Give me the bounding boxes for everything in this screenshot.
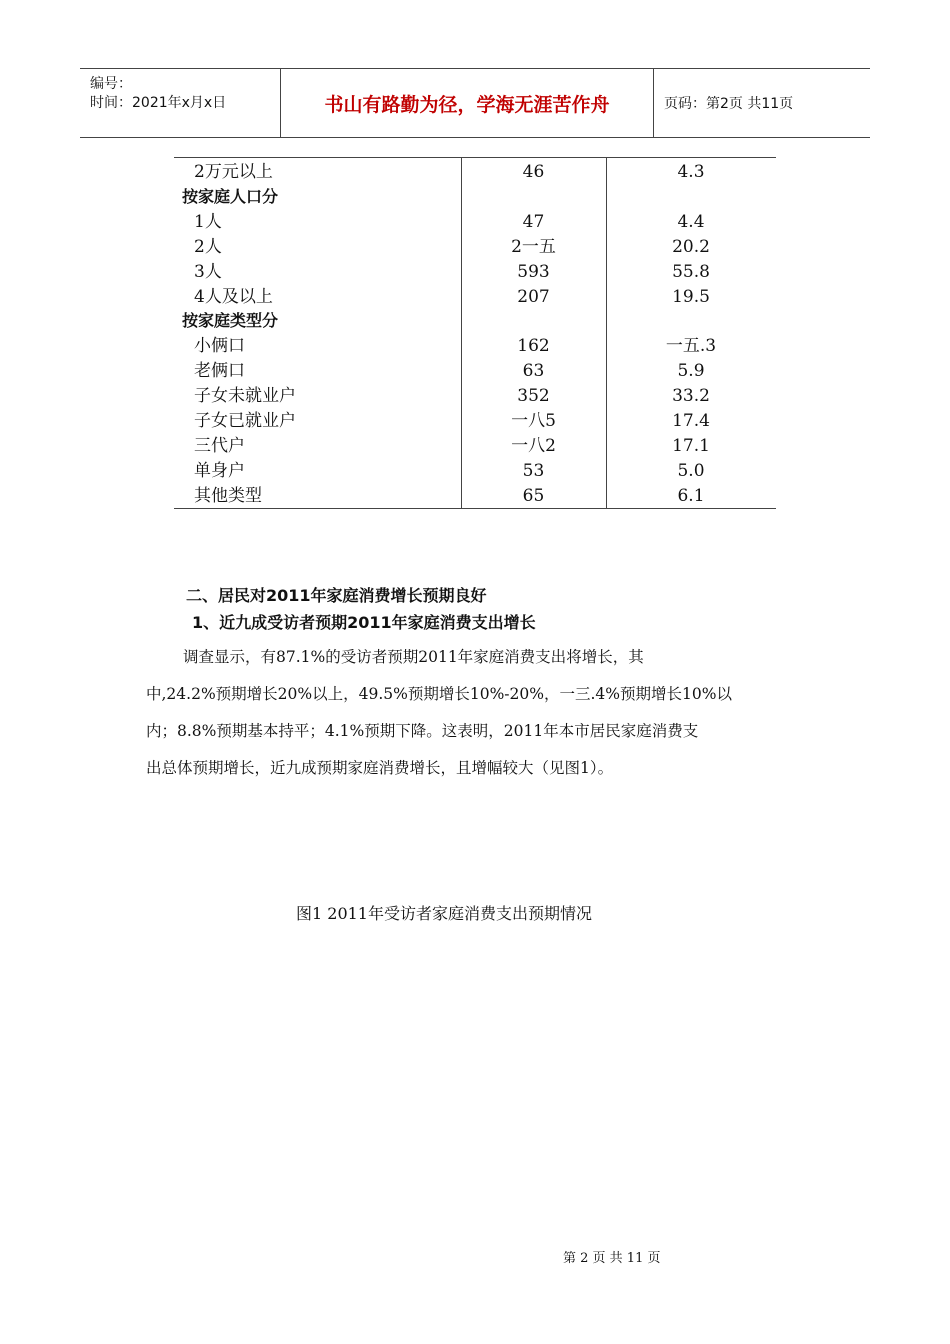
percent-cell: 55.8 [672,261,710,282]
row-label: 按家庭类型分 [182,311,279,331]
row-label: 3人 [194,261,222,282]
date-label: 时间：2021年x月x日 [90,95,227,111]
row-label: 子女已就业户 [194,411,296,431]
number-label: 编号： [90,76,132,92]
page-header [80,68,870,138]
percent-cell: 一五.3 [665,336,717,357]
count-cell: 207 [517,286,550,307]
row-label: 按家庭人口分 [182,186,279,206]
table-group-heading [174,185,776,209]
table-row [174,210,776,234]
paragraph-line: 内；8.8%预期基本持平；4.1%预期下降。这表明，2011年本市居民家庭消费支 [146,722,699,740]
count-cell: 一八2 [511,435,556,456]
row-label: 2人 [194,236,222,257]
page-label: 页码：第2页 共11页 [664,96,794,112]
count-cell: 65 [522,485,545,506]
count-cell: 2一五 [511,236,556,257]
row-label: 三代户 [194,435,245,456]
figure-caption: 图1 2011年受访者家庭消费支出预期情况 [296,904,592,923]
count-cell: 63 [522,361,545,382]
subsection-heading: 1、近九成受访者预期2011年家庭消费支出增长 [192,613,536,632]
percent-cell: 4.4 [677,211,705,232]
table-row [174,235,776,259]
table-row [174,160,776,184]
table-row [174,459,776,483]
count-cell: 47 [522,211,545,232]
row-label: 子女未就业户 [194,386,296,407]
table-row [174,384,776,408]
section-heading: 二、居民对2011年家庭消费增长预期良好 [186,586,487,605]
paragraph-line: 调查显示，有87.1%的受访者预期2011年家庭消费支出将增长，其 [183,648,644,666]
data-table [174,157,776,509]
row-label: 小俩口 [194,336,245,357]
table-row [174,409,776,433]
header-slogan-cell [281,69,654,137]
count-cell: 53 [522,460,545,481]
table-group-heading [174,309,776,333]
slogan: 书山有路勤为径，学海无涯苦作舟 [324,93,610,116]
table-row [174,334,776,358]
percent-cell: 17.1 [672,435,710,456]
count-cell: 593 [517,261,550,282]
table-row [174,359,776,383]
count-cell: 一八5 [511,411,556,431]
row-label: 2万元以上 [194,162,273,182]
table-row [174,260,776,284]
paragraph-line: 出总体预期增长，近九成预期家庭消费增长，且增幅较大（见图1）。 [146,759,614,777]
header-page-cell [654,69,870,137]
count-cell: 352 [517,386,550,407]
row-label: 老俩口 [194,361,245,382]
count-cell: 162 [517,336,550,357]
row-label: 单身户 [194,460,245,481]
percent-cell: 5.9 [677,361,705,382]
percent-cell: 33.2 [672,386,710,407]
row-label: 1人 [194,211,222,232]
paragraph-line: 中,24.2%预期增长20%以上，49.5%预期增长10%-20%，一三.4%预期增长10%以 [146,685,732,703]
percent-cell: 4.3 [677,162,705,182]
count-cell: 46 [522,162,545,182]
table-row [174,285,776,309]
table-row [174,484,776,508]
table-row [174,434,776,458]
row-label: 其他类型 [194,485,262,506]
row-label: 4人及以上 [194,286,273,307]
percent-cell: 5.0 [677,460,705,481]
header-meta-cell [80,69,281,137]
percent-cell: 20.2 [672,236,710,257]
percent-cell: 19.5 [672,286,710,307]
percent-cell: 6.1 [677,485,705,506]
page-footer: 第 2 页 共 11 页 [563,1251,661,1266]
percent-cell: 17.4 [672,411,710,431]
